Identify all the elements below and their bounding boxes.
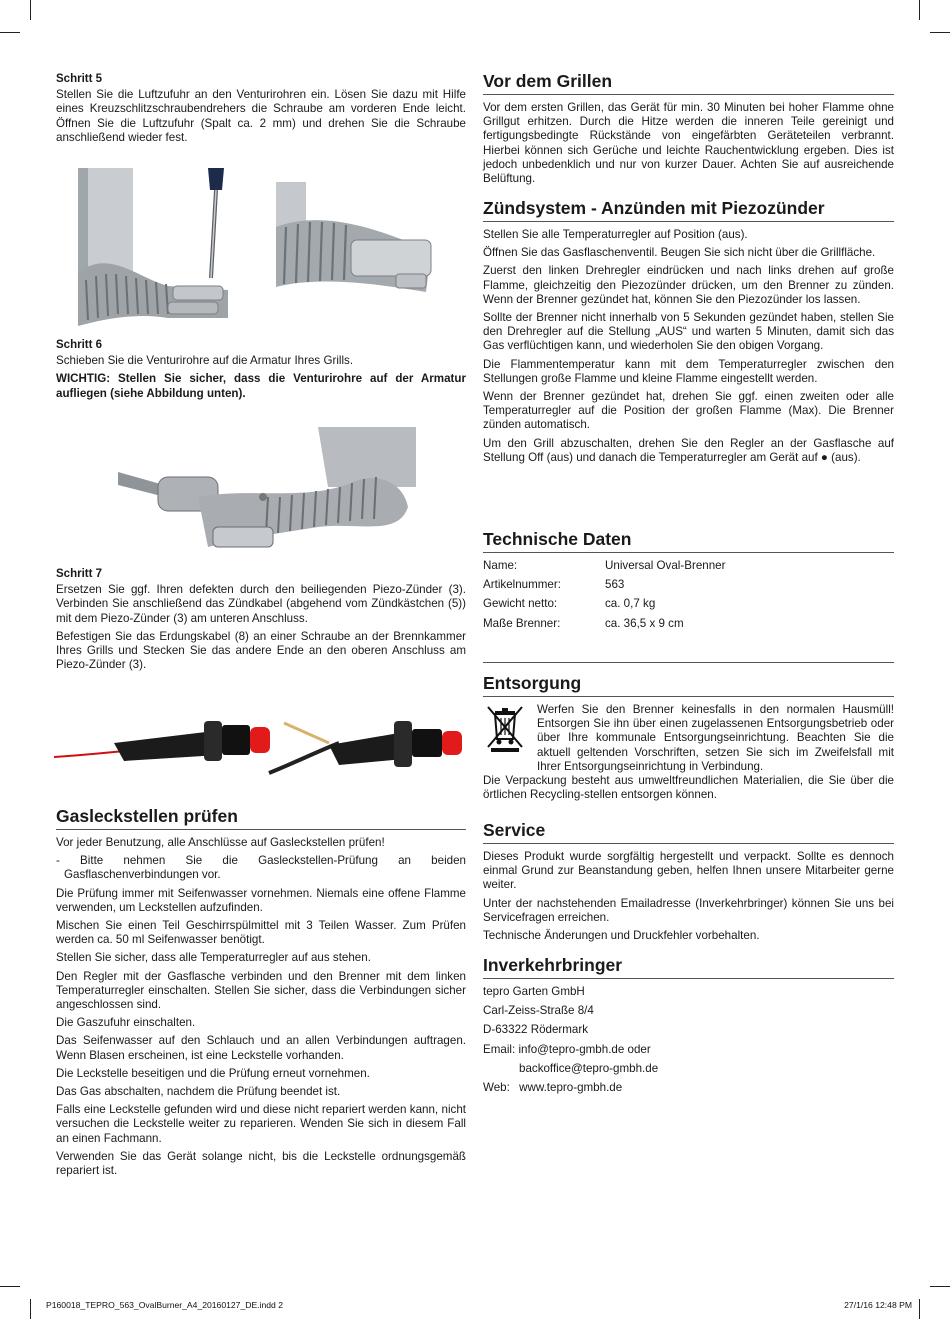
street-address: Carl-Zeiss-Straße 8/4 — [483, 1004, 594, 1018]
step6-block — [56, 338, 466, 405]
before-grilling-text: Vor dem ersten Grillen, das Gerät für min. 30 Minuten bei hoher Flamme ohne Grillgut erhitzen. Durch die Hitze werden die inneren Teile gereinigt und fertigungsbedingte Rückstände von eingefärbten Geräteteilen verbrannt. Hierbei können sich Gerüche und leichte Rauchentwicklung ergeben. Dies ist jedoch unbedenklich und nur von kurzer Dauer. Achten Sie auf ausreichende Belüftung. — [483, 101, 894, 186]
leak-check-heading: Gasleckstellen prüfen — [56, 805, 466, 830]
service-paragraph: Dieses Produkt wurde sorgfältig hergestellt und verpackt. Sollte es dennoch einmal Grund zur Beanstandung geben, helfen Ihnen unsere Mitarbeiter gerne weiter. — [483, 850, 894, 892]
web-link[interactable]: www.tepro-gmbh.de — [519, 1081, 623, 1095]
ignition-paragraph: Stellen Sie alle Temperaturregler auf Position (aus). — [483, 228, 748, 241]
crop-mark — [30, 1299, 31, 1319]
tech-data-table — [483, 559, 726, 636]
before-grilling-heading: Vor dem Grillen — [483, 70, 894, 95]
service-paragraph: Unter der nachstehenden Emailadresse (Inverkehrbringer) können Sie uns bei Servicefragen erreichen. — [483, 896, 894, 924]
leak-paragraph: Das Gas abschalten, nachdem die Prüfung beendet ist. — [56, 1085, 341, 1099]
distributor-heading: Inverkehrbringer — [483, 954, 894, 979]
leak-paragraph: Das Seifenwasser auf den Schlauch und an allen Verbindungen auftragen. Wenn Blasen erscheinen, ist eine Leckstelle vorhanden. — [56, 1034, 466, 1062]
ignition-paragraph: Öffnen Sie das Gasflaschenventil. Beugen Sie sich nicht über die Grillfläche. — [483, 246, 876, 260]
email-line — [483, 1043, 894, 1057]
step7-text-1: Ersetzen Sie ggf. Ihren defekten durch den beiliegenden Piezo-Zünder (3). Verbinden Sie anschließend das Zündkabel (abgehend vom Zündkästchen (5)) mit dem Piezo-Zünder (3) am unteren Anschluss. — [56, 583, 466, 625]
step7-text-2: Befestigen Sie das Erdungskabel (8) an einer Schraube an der Brennkammer Ihres Grills und Stecken Sie das andere Ende an den oberen Anschluss am Piezo-Zünder (3). — [56, 629, 466, 672]
ignition-paragraph: Wenn der Brenner gezündet hat, drehen Sie ggf. einen zweiten oder alle Temperaturregler auf die Position der großen Flamme (Max). Die Brenner zünden automatisch. — [483, 390, 894, 432]
venturi-air-gap-photo — [276, 182, 436, 300]
venturi-on-valve-photo — [118, 427, 416, 555]
leak-paragraph: - Bitte nehmen Sie die Gasleckstellen-Prüfung an beiden Gasflaschenverbindungen vor. — [56, 854, 466, 882]
spec-value: 563 — [605, 578, 625, 592]
service-heading: Service — [483, 819, 894, 844]
crop-mark — [0, 32, 20, 33]
table-row — [483, 617, 726, 636]
leak-paragraph: Stellen Sie sicher, dass alle Temperaturregler auf aus stehen. — [56, 951, 371, 965]
spec-value: ca. 36,5 x 9 cm — [605, 616, 684, 630]
company-name: tepro Garten GmbH — [483, 985, 585, 998]
leak-paragraph: Vor jeder Benutzung, alle Anschlüsse auf Gasleckstellen prüfen! — [56, 836, 385, 849]
file-slug: P160018_TEPRO_563_OvalBurner_A4_20160127_DE.indd 2 — [46, 1300, 283, 1310]
spec-key: Artikelnummer: — [483, 578, 561, 592]
step5-block — [56, 72, 466, 149]
crop-mark — [919, 0, 920, 20]
step7-block — [56, 567, 466, 676]
print-timestamp: 27/1/16 12:48 PM — [844, 1300, 912, 1310]
leak-paragraph: Falls eine Leckstelle gefunden wird und diese nicht repariert werden kann, nicht versuchen die Leckstelle weiter zu reparieren. Wenden Sie sich in diesem Fall an einen Fachmann. — [56, 1103, 466, 1145]
piezo-ignitor-photo — [54, 713, 466, 781]
crop-mark — [30, 0, 31, 20]
spec-value: ca. 0,7 kg — [605, 597, 656, 611]
leak-paragraph: Die Prüfung immer mit Seifenwasser vornehmen. Niemals eine offene Flamme verwenden, um Leckstellen aufzufinden. — [56, 886, 466, 914]
spec-key: Maße Brenner: — [483, 616, 561, 630]
table-row — [483, 578, 726, 597]
web-line — [483, 1081, 894, 1095]
crop-mark — [919, 1299, 920, 1319]
ignition-paragraph: Zuerst den linken Drehregler eindrücken und nach links drehen auf große Flamme, gleichzeitig den Piezozünder drücken, um den Brenner zu zünden. Wenn der Brenner gezündet hat, können Sie den Piezozünder los lassen. — [483, 264, 894, 306]
service-paragraph: Technische Änderungen und Druckfehler vorbehalten. — [483, 929, 760, 943]
disposal-section — [483, 672, 894, 806]
service-section — [483, 819, 894, 947]
spec-key: Gewicht netto: — [483, 597, 558, 611]
leak-paragraph: Die Leckstelle beseitigen und die Prüfung erneut vornehmen. — [56, 1066, 370, 1080]
email-link[interactable]: info@tepro-gmbh.de oder — [518, 1042, 651, 1056]
tech-data-section — [483, 528, 894, 636]
weee-text: Werfen Sie den Brenner keinesfalls in den normalen Hausmüll! Entsorgen Sie ihn über einen zugelassenen Entsorgungsbetrieb oder über Ihre kommunale Entsorgungseinrichtung. Beachten Sie die aktuell geltenden Vorschriften, setzen Sie sich im Zweifelsfall mit Ihrer Entsorgungseinrichtung in Verbindung. — [537, 703, 894, 773]
ignition-paragraph: Um den Grill abzuschalten, drehen Sie den Regler an der Gasflasche auf Stellung Off (aus) und danach die Temperaturregler am Gerät auf ● (aus). — [483, 436, 894, 464]
leak-paragraph: Verwenden Sie das Gerät solange nicht, bis die Leckstelle ordnungsgemäß repariert ist. — [56, 1149, 466, 1178]
weee-block — [483, 703, 894, 774]
distributor-section — [483, 954, 894, 1100]
step6-warning: WICHTIG: Stellen Sie sicher, dass die Venturirohre auf der Armatur aufliegen (siehe Abbildung unten). — [56, 372, 466, 400]
step7-title: Schritt 7 — [56, 568, 103, 580]
disposal-heading: Entsorgung — [483, 672, 894, 697]
venturi-screwdriver-photo — [78, 168, 240, 326]
ignition-paragraph: Sollte der Brenner nicht innerhalb von 5 Sekunden gezündet haben, stellen Sie den Drehregler auf die Stellung „AUS“ und warten 5 Minuten, damit sich das Gas verflüchtigen kann, und wiederholen Sie den obigen Vorgang. — [483, 311, 894, 353]
leak-paragraph: Den Regler mit der Gasflasche verbinden und den Brenner mit dem linken Temperaturregler einschalten. Stellen Sie sicher, dass die Verbindungen sicher angeschlossen sind. — [56, 969, 466, 1012]
leak-paragraph: Mischen Sie einen Teil Geschirrspülmittel mit 3 Teilen Wasser. Zum Prüfen werden ca. 50 ml Seifenwasser benötigt. — [56, 919, 466, 947]
step5-title: Schritt 5 — [56, 73, 103, 85]
leak-paragraph: Die Gaszufuhr einschalten. — [56, 1016, 196, 1030]
divider — [483, 662, 894, 663]
spec-key: Name: — [483, 559, 518, 572]
before-grilling-section — [483, 70, 894, 190]
step6-title: Schritt 6 — [56, 339, 103, 351]
step5-text: Stellen Sie die Luftzufuhr an den Venturirohren ein. Lösen Sie dazu mit Hilfe eines Kreuzschlitzschraubendrehers die Schraube am vorderen Ende leicht. Öffnen Sie die Luftzufuhr (Spalt ca. 2 mm) und drehen Sie die Schraube anschließend wieder fest. — [56, 88, 466, 144]
email-label: Email: — [483, 1042, 516, 1056]
web-label: Web: — [483, 1081, 510, 1095]
tech-data-heading: Technische Daten — [483, 528, 894, 553]
step6-text: Schieben Sie die Venturirohre auf die Armatur Ihres Grills. — [56, 354, 354, 368]
table-row — [483, 597, 726, 616]
email-link[interactable]: backoffice@tepro-gmbh.de — [519, 1061, 659, 1075]
packaging-text: Die Verpackung besteht aus umweltfreundlichen Materialien, die Sie über die örtlichen Recycling-stellen entsorgen können. — [483, 774, 894, 802]
crossed-out-wheelie-bin-icon — [483, 703, 527, 753]
email-line-2 — [483, 1062, 894, 1076]
crop-mark — [930, 32, 950, 33]
table-row — [483, 559, 726, 578]
leak-check-section — [56, 805, 466, 1182]
ignition-heading: Zündsystem - Anzünden mit Piezozünder — [483, 197, 894, 222]
spec-value: Universal Oval-Brenner — [605, 559, 726, 572]
ignition-paragraph: Die Flammentemperatur kann mit dem Temperaturregler zwischen den Stellungen große Flamme und kleine Flamme eingestellt werden. — [483, 357, 894, 385]
ignition-section — [483, 197, 894, 469]
city-address: D-63322 Rödermark — [483, 1023, 589, 1037]
crop-mark — [0, 1286, 20, 1287]
crop-mark — [930, 1286, 950, 1287]
